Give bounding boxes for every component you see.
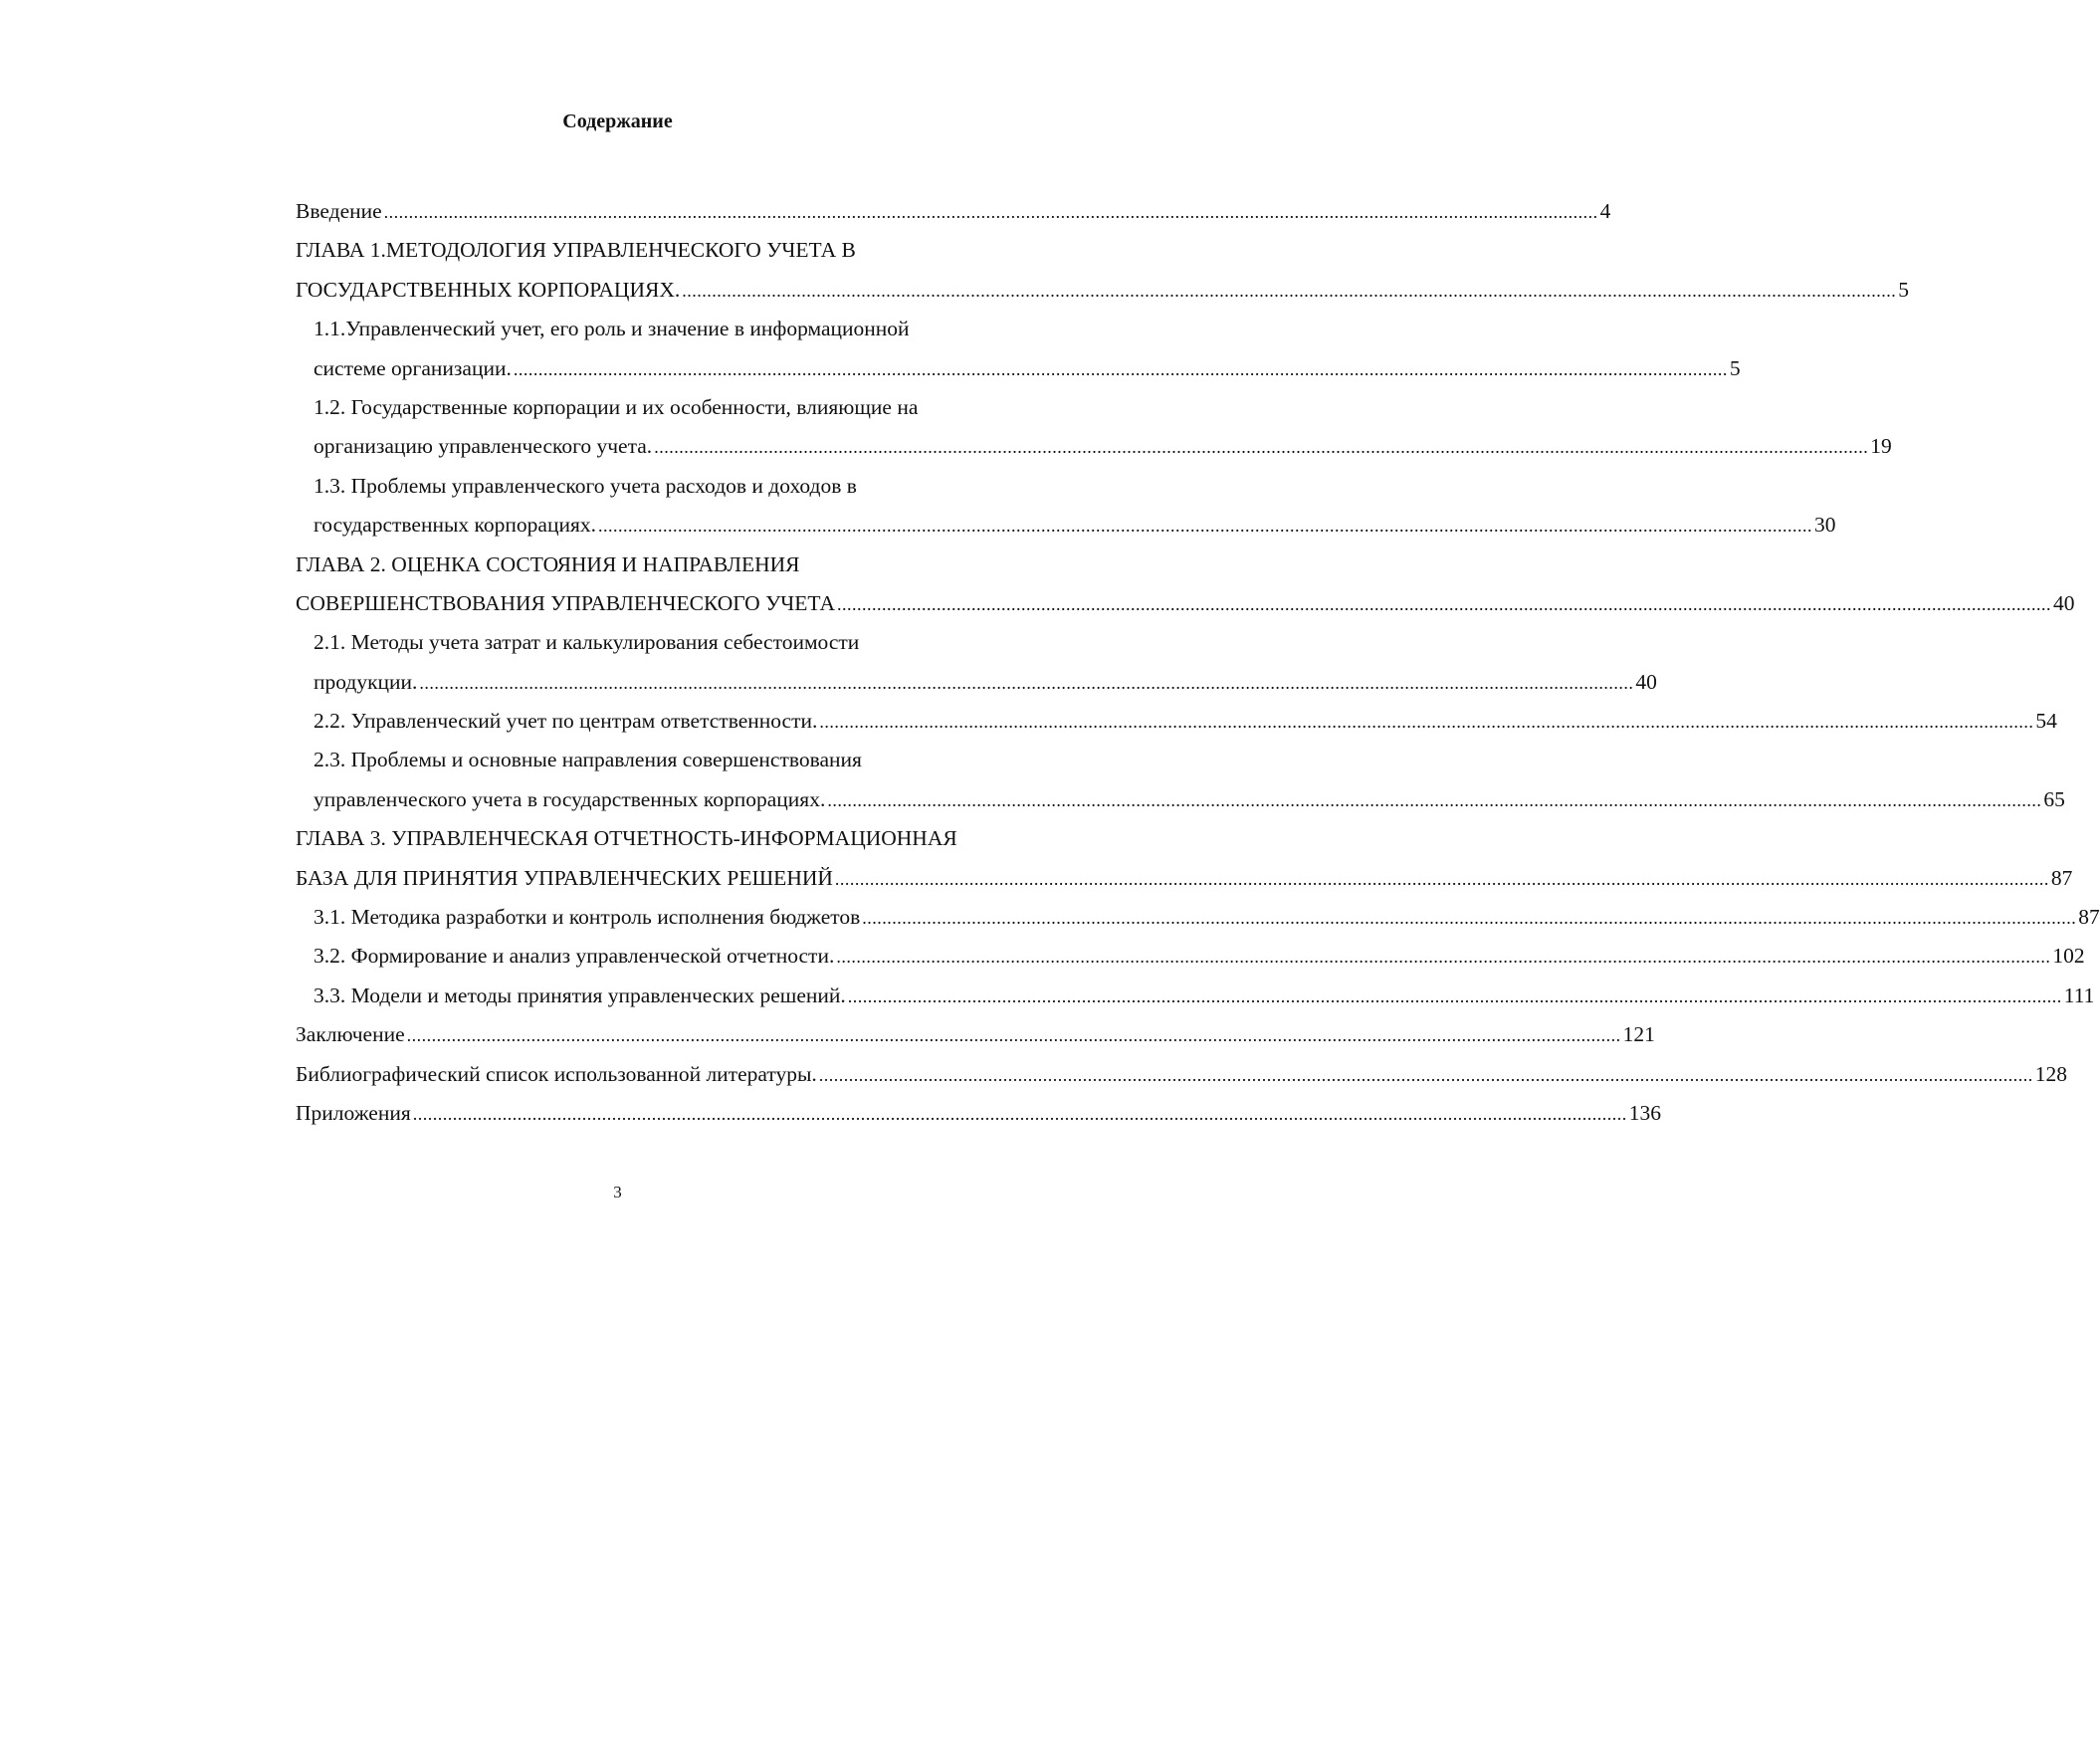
dot-leader: .................................................................................................................................................................................................................................................... bbox=[419, 672, 1634, 693]
toc-entry-title: ГОСУДАРСТВЕННЫХ КОРПОРАЦИЯХ. bbox=[296, 277, 681, 302]
toc-section-entry[interactable] bbox=[296, 467, 1836, 546]
toc-entry-title: Заключение bbox=[296, 1022, 405, 1047]
toc-entry-page-number: 136 bbox=[1628, 1100, 1661, 1125]
toc-entry-last-line bbox=[296, 271, 1909, 310]
toc-entry-title: 3.1. Методика разработки и контроль исполнения бюджетов bbox=[314, 905, 861, 930]
toc-entry-last-line bbox=[314, 506, 1836, 545]
toc-section-entry[interactable] bbox=[296, 388, 1892, 467]
dot-leader: .................................................................................................................................................................................................................................................... bbox=[513, 358, 1728, 379]
toc-entry-last-line bbox=[314, 898, 2100, 937]
page-title: Содержание bbox=[562, 110, 673, 132]
toc-entry-last-line bbox=[314, 977, 2095, 1015]
toc-chapter-entry[interactable] bbox=[296, 231, 1909, 310]
dot-leader: .................................................................................................................................................................................................................................................... bbox=[406, 1025, 1621, 1046]
toc-entry-title: СОВЕРШЕНСТВОВАНИЯ УПРАВЛЕНЧЕСКОГО УЧЕТА bbox=[296, 590, 836, 615]
toc-entry-title: Библиографический список использованной литературы. bbox=[296, 1061, 817, 1086]
toc-chapter-entry[interactable] bbox=[296, 546, 2075, 624]
toc-entry-last-line bbox=[314, 427, 1892, 466]
toc-entry-page-number: 4 bbox=[1599, 199, 1611, 223]
toc-entry-page-number: 5 bbox=[1898, 277, 1909, 302]
toc-entry-title: управленческого учета в государственных корпорациях. bbox=[314, 786, 826, 811]
toc-entry-page-number: 30 bbox=[1813, 513, 1836, 538]
dot-leader: .................................................................................................................................................................................................................................................... bbox=[827, 789, 2042, 810]
table-of-contents bbox=[296, 192, 2100, 1133]
dot-leader: .................................................................................................................................................................................................................................................... bbox=[837, 593, 2052, 614]
toc-entry-title: 3.2. Формирование и анализ управленческой отчетности. bbox=[314, 944, 835, 969]
page-number: 3 bbox=[613, 1183, 622, 1201]
toc-entry-title: Введение bbox=[296, 199, 382, 223]
toc-chapter-entry[interactable] bbox=[296, 1094, 1661, 1133]
toc-entry-line: 1.2. Государственные корпорации и их особенности, влияющие на bbox=[314, 394, 919, 419]
toc-chapter-entry[interactable] bbox=[296, 819, 2073, 898]
toc-entry-line: 2.3. Проблемы и основные направления совершенствования bbox=[314, 748, 862, 772]
toc-entry-last-line bbox=[296, 1055, 2068, 1094]
dot-leader: .................................................................................................................................................................................................................................................... bbox=[383, 202, 1598, 222]
toc-entry-last-line bbox=[296, 192, 1611, 231]
dot-leader: .................................................................................................................................................................................................................................................... bbox=[862, 908, 2077, 929]
toc-entry-title: организацию управленческого учета. bbox=[314, 434, 653, 459]
dot-leader: .................................................................................................................................................................................................................................................... bbox=[818, 1064, 2033, 1085]
toc-entry-title: государственных корпорациях. bbox=[314, 513, 596, 538]
toc-entry-last-line bbox=[314, 780, 2065, 819]
dot-leader: .................................................................................................................................................................................................................................................... bbox=[597, 516, 1812, 537]
toc-entry-page-number: 40 bbox=[1635, 669, 1657, 694]
toc-entry-last-line bbox=[296, 584, 2075, 623]
toc-entry-page-number: 102 bbox=[2052, 944, 2085, 969]
toc-entry-last-line bbox=[314, 663, 1657, 702]
dot-leader: .................................................................................................................................................................................................................................................... bbox=[834, 868, 2049, 889]
toc-entry-line: 1.3. Проблемы управленческого учета расходов и доходов в bbox=[314, 473, 857, 498]
toc-entry-title: системе организации. bbox=[314, 355, 512, 380]
toc-section-entry[interactable] bbox=[296, 977, 2095, 1015]
dot-leader: .................................................................................................................................................................................................................................................... bbox=[819, 712, 2034, 733]
toc-entry-page-number: 87 bbox=[2050, 865, 2073, 890]
dot-leader: .................................................................................................................................................................................................................................................... bbox=[412, 1103, 1627, 1124]
toc-section-entry[interactable] bbox=[296, 898, 2100, 937]
toc-entry-last-line bbox=[296, 1015, 1655, 1054]
toc-entry-title: 2.2. Управленческий учет по центрам ответственности. bbox=[314, 709, 818, 734]
toc-entry-title: продукции. bbox=[314, 669, 418, 694]
toc-entry-page-number: 111 bbox=[2063, 983, 2095, 1007]
toc-entry-title: 3.3. Модели и методы принятия управленческих решений. bbox=[314, 983, 846, 1007]
toc-entry-line: ГЛАВА 1.МЕТОДОЛОГИЯ УПРАВЛЕНЧЕСКОГО УЧЕТА В bbox=[296, 238, 856, 263]
toc-entry-title: БАЗА ДЛЯ ПРИНЯТИЯ УПРАВЛЕНЧЕСКИХ РЕШЕНИЙ bbox=[296, 865, 833, 890]
toc-entry-page-number: 40 bbox=[2053, 590, 2075, 615]
toc-chapter-entry[interactable] bbox=[296, 192, 1611, 231]
toc-entry-page-number: 65 bbox=[2043, 786, 2065, 811]
dot-leader: .................................................................................................................................................................................................................................................... bbox=[654, 437, 1869, 458]
toc-entry-page-number: 128 bbox=[2034, 1061, 2068, 1086]
toc-entry-last-line bbox=[314, 937, 2085, 976]
toc-entry-page-number: 121 bbox=[1622, 1022, 1655, 1047]
toc-entry-title: Приложения bbox=[296, 1100, 411, 1125]
toc-entry-line: ГЛАВА 2. ОЦЕНКА СОСТОЯНИЯ И НАПРАВЛЕНИЯ bbox=[296, 551, 800, 576]
toc-entry-last-line bbox=[296, 1094, 1661, 1133]
toc-section-entry[interactable] bbox=[296, 310, 1741, 388]
toc-entry-line: ГЛАВА 3. УПРАВЛЕНЧЕСКАЯ ОТЧЕТНОСТЬ-ИНФОРМАЦИОННАЯ bbox=[296, 826, 957, 851]
toc-entry-page-number: 54 bbox=[2035, 709, 2057, 734]
toc-section-entry[interactable] bbox=[296, 702, 2057, 741]
toc-entry-page-number: 87 bbox=[2078, 905, 2100, 930]
dot-leader: .................................................................................................................................................................................................................................................... bbox=[836, 947, 2051, 968]
toc-entry-last-line bbox=[314, 702, 2057, 741]
toc-chapter-entry[interactable] bbox=[296, 1015, 1655, 1054]
toc-entry-page-number: 5 bbox=[1729, 355, 1741, 380]
toc-section-entry[interactable] bbox=[296, 741, 2065, 819]
dot-leader: .................................................................................................................................................................................................................................................... bbox=[847, 985, 2062, 1006]
toc-entry-last-line bbox=[296, 859, 2073, 898]
toc-entry-last-line bbox=[314, 349, 1741, 388]
toc-chapter-entry[interactable] bbox=[296, 1055, 2068, 1094]
toc-section-entry[interactable] bbox=[296, 937, 2085, 976]
dot-leader: .................................................................................................................................................................................................................................................... bbox=[682, 280, 1897, 301]
toc-entry-line: 2.1. Методы учета затрат и калькулирования себестоимости bbox=[314, 630, 860, 655]
toc-section-entry[interactable] bbox=[296, 623, 1657, 702]
toc-entry-line: 1.1.Управленческий учет, его роль и значение в информационной bbox=[314, 317, 910, 341]
toc-entry-page-number: 19 bbox=[1870, 434, 1892, 459]
